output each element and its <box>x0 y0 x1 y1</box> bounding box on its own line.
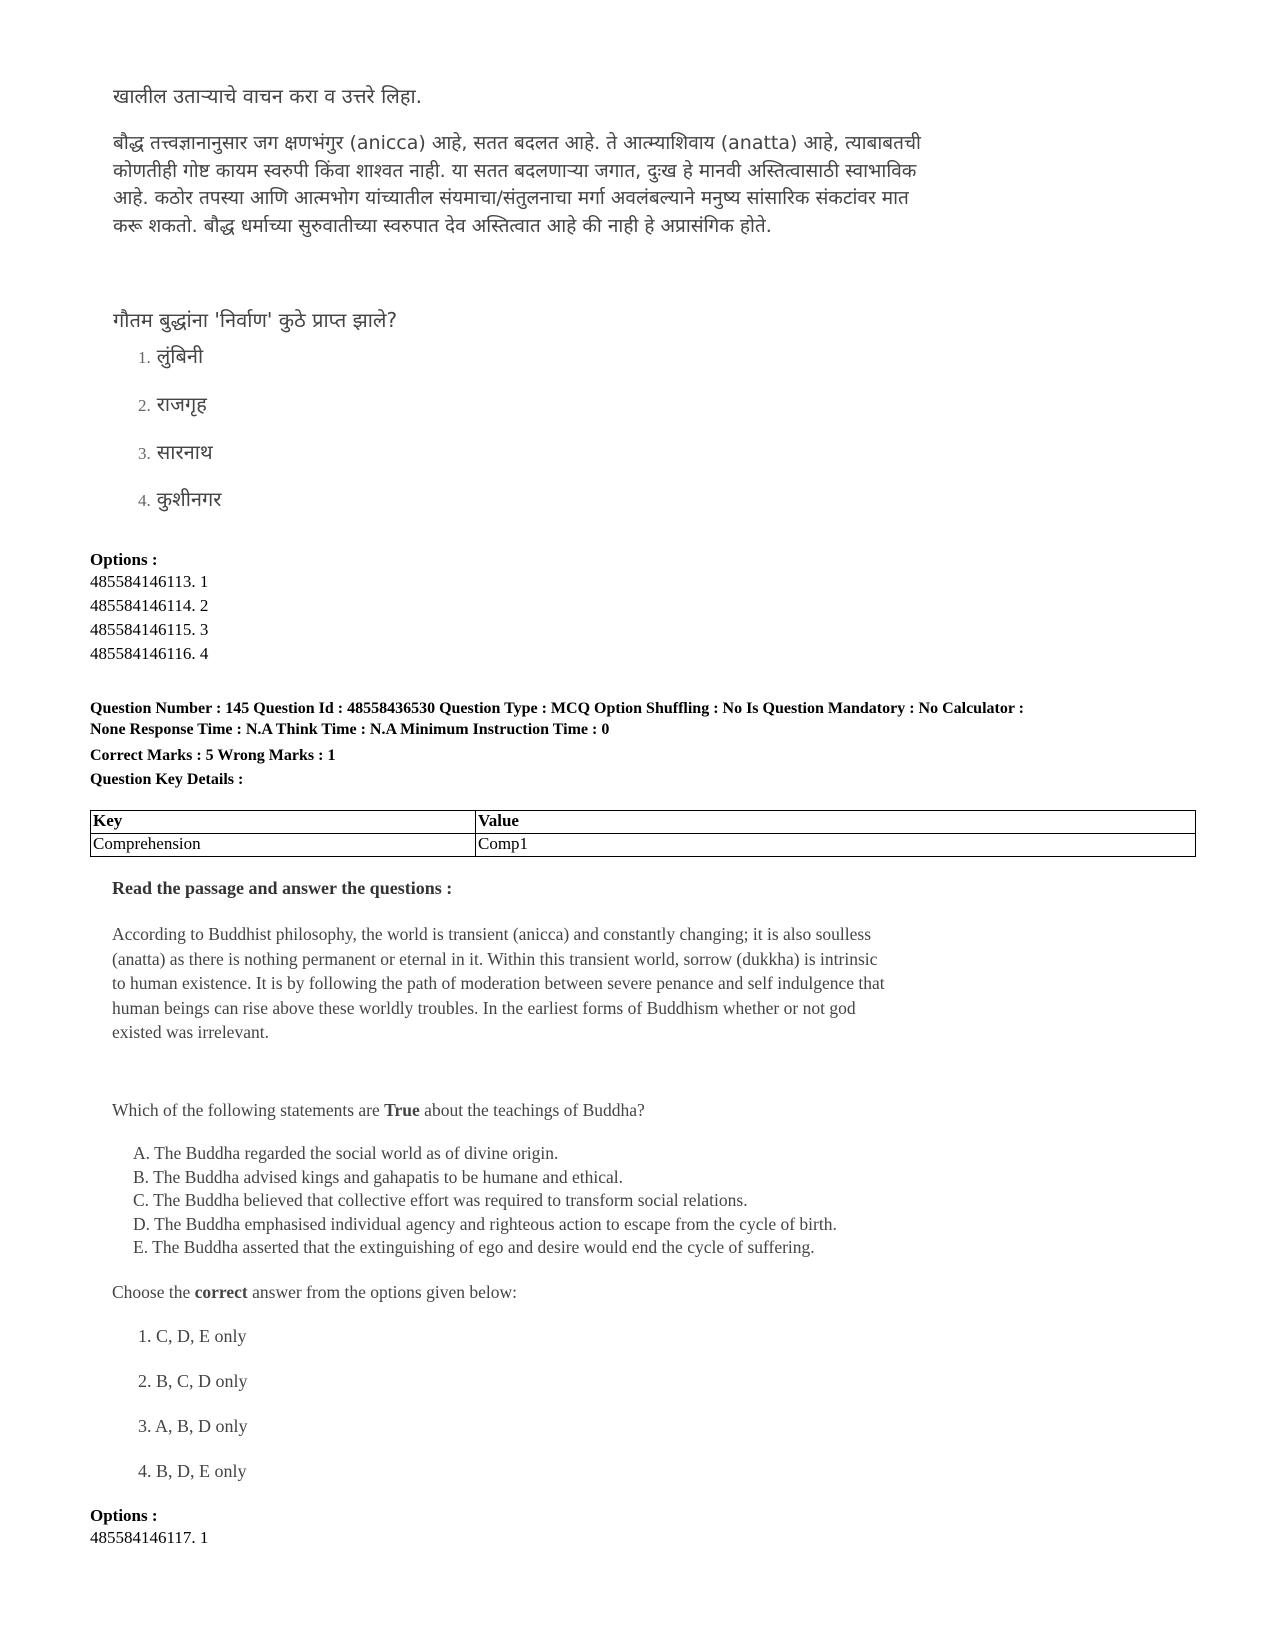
choice-number: 1. <box>138 348 151 367</box>
statement-item: D. The Buddha emphasised individual agency and righteous action to escape from the cycle of birth. <box>133 1213 837 1234</box>
statement-item: B. The Buddha advised kings and gahapatis to be humane and ethical. <box>133 1166 624 1187</box>
table-row <box>91 834 1196 857</box>
choose-instruction <box>112 1282 517 1303</box>
statement-item: E. The Buddha asserted that the extinguishing of ego and desire would end the cycle of suffering. <box>133 1237 815 1257</box>
english-choice-3: 3. A, B, D only <box>138 1416 248 1436</box>
key-details-label: Question Key Details : <box>90 771 244 788</box>
option-line: 485584146117. 1 <box>90 1528 209 1547</box>
choice-text: सारनाथ <box>156 440 213 464</box>
english-passage-line: existed was irrelevant. <box>112 1022 269 1042</box>
choice-number: 4. <box>138 491 151 510</box>
marathi-choice-1 <box>138 342 203 369</box>
marathi-passage <box>113 130 1033 240</box>
english-choice-2: 2. B, C, D only <box>138 1371 248 1391</box>
table-header-row <box>91 811 1196 834</box>
choice-text: राजगृह <box>156 392 207 416</box>
english-passage-line: human beings can rise above these worldly troubles. In the earliest forms of Buddhism whether or not god <box>112 997 856 1018</box>
english-choice-1: 1. C, D, E only <box>138 1326 247 1346</box>
question-text: Which of the following statements are <box>112 1100 385 1120</box>
english-passage <box>112 922 1032 1045</box>
english-passage-line: to human existence. It is by following the path of moderation between severe penance and self indulgence that <box>112 973 885 993</box>
table-header-value: Value <box>476 811 1196 834</box>
question-meta <box>90 698 1200 740</box>
choice-number: 2. <box>138 396 151 415</box>
english-instruction: Read the passage and answer the questions : <box>112 878 453 898</box>
marathi-passage-line: कोणतीही गोष्ट कायम स्वरुपी किंवा शाश्वत नाही. या सतत बदलणाऱ्या जगात, दुःख हे मानवी अस्तित्वासाठी स्वाभाविक <box>113 159 917 182</box>
choice-number: 3. <box>138 444 151 463</box>
choice-text: कुशीनगर <box>156 487 222 511</box>
option-line: 485584146116. 4 <box>90 644 209 663</box>
statement-item: C. The Buddha believed that collective effort was required to transform social relations. <box>133 1190 748 1210</box>
choose-text: Choose the <box>112 1282 195 1302</box>
options-label: Options : <box>90 550 158 569</box>
marathi-question: गौतम बुद्धांना 'निर्वाण' कुठे प्राप्त झाले? <box>113 308 398 332</box>
question-text: about the teachings of Buddha? <box>419 1100 645 1120</box>
option-line: 485584146113. 1 <box>90 572 209 591</box>
option-line: 485584146115. 3 <box>90 620 209 639</box>
marks-line: Correct Marks : 5 Wrong Marks : 1 <box>90 747 336 764</box>
question-meta-line: Question Number : 145 Question Id : 48558436530 Question Type : MCQ Option Shuffling : No Is Question Mandatory : No Calculator : <box>90 700 1024 717</box>
options-label: Options : <box>90 1506 158 1525</box>
option-line: 485584146114. 2 <box>90 596 209 615</box>
question-meta-line: None Response Time : N.A Think Time : N.A Minimum Instruction Time : 0 <box>90 721 610 738</box>
english-passage-line: According to Buddhist philosophy, the world is transient (anicca) and constantly changing; it is also soulless <box>112 924 872 944</box>
choose-emphasis: correct <box>194 1282 248 1302</box>
choice-text: लुंबिनी <box>156 344 204 368</box>
choose-text: answer from the options given below: <box>247 1282 518 1302</box>
marathi-choice-3 <box>138 438 213 465</box>
marathi-instruction: खालील उताऱ्याचे वाचन करा व उत्तरे लिहा. <box>113 84 422 108</box>
english-choice-4: 4. B, D, E only <box>138 1461 247 1481</box>
table-header-key: Key <box>91 811 476 834</box>
marathi-choice-4 <box>138 485 221 512</box>
statement-item: A. The Buddha regarded the social world as of divine origin. <box>133 1143 559 1163</box>
statement-list <box>133 1142 837 1260</box>
marathi-passage-line: बौद्ध तत्त्वज्ञानानुसार जग क्षणभंगुर (anicca) आहे, सतत बदलत आहे. ते आत्म्याशिवाय (anatta) आहे, त्याबाबतची <box>113 132 921 154</box>
marathi-passage-line: आहे. कठोर तपस्या आणि आत्मभोग यांच्यातील संयमाचा/संतुलनाचा मर्गा अवलंबल्याने मनुष्य सांसारिक संकटांवर मात <box>113 187 909 209</box>
english-question <box>112 1100 645 1121</box>
marathi-passage-line: करू शकतो. बौद्ध धर्माच्या सुरुवातीच्या स्वरुपात देव अस्तित्वात आहे की नाही हे अप्रासंगिक होते. <box>113 214 772 237</box>
english-passage-line: (anatta) as there is nothing permanent or eternal in it. Within this transient world, sorrow (dukkha) is intrinsic <box>112 948 878 969</box>
table-cell-key: Comprehension <box>91 834 476 857</box>
question-key-table <box>90 810 1196 857</box>
marathi-choice-2 <box>138 390 207 417</box>
question-emphasis: True <box>384 1100 420 1120</box>
table-cell-value: Comp1 <box>476 834 1196 857</box>
